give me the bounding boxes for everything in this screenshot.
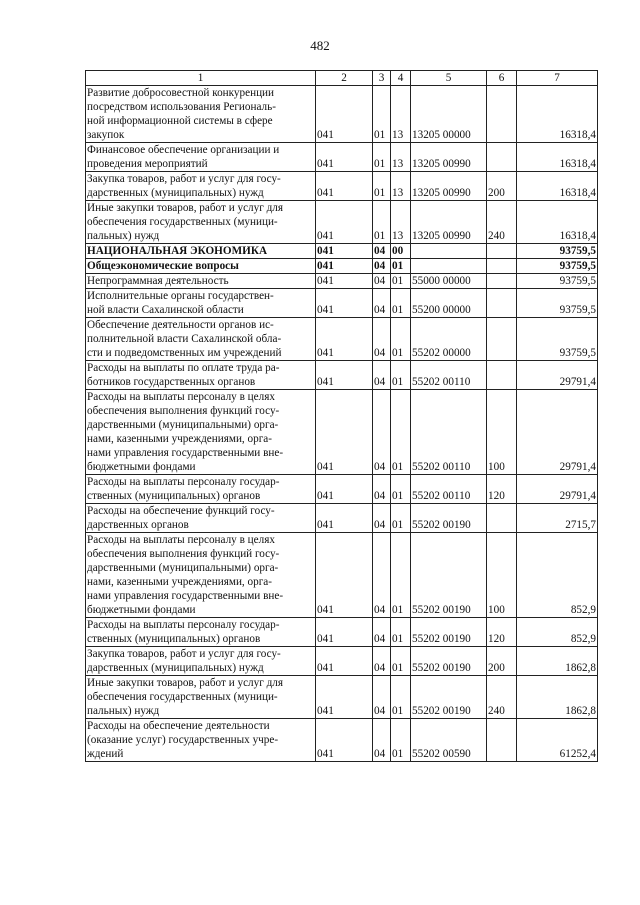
row-target-article-cell: 55202 00110 [411,475,487,504]
row-section-cell: 04 [373,274,391,289]
table-row [86,390,598,475]
row-admin-code-cell: 041 [316,318,373,361]
table-row [86,647,598,676]
table-row [86,618,598,647]
row-section-cell: 04 [373,289,391,318]
row-name-cell: Расходы на обеспечение функций госу- дарственных органов [86,504,316,533]
row-section-cell: 04 [373,618,391,647]
row-subsection-cell: 01 [391,719,411,762]
row-subsection-cell: 01 [391,289,411,318]
row-subsection-cell: 13 [391,201,411,244]
row-expense-type-cell: 100 [487,390,517,475]
table-row [86,475,598,504]
row-subsection-cell: 01 [391,533,411,618]
table-row [86,86,598,143]
row-amount-cell: 93759,5 [517,318,598,361]
row-expense-type-cell [487,244,517,259]
row-amount-cell: 2715,7 [517,504,598,533]
row-admin-code-cell: 041 [316,172,373,201]
table-row [86,676,598,719]
row-amount-cell: 1862,8 [517,676,598,719]
row-target-article-cell: 13205 00990 [411,201,487,244]
row-section-cell: 04 [373,318,391,361]
row-target-article-cell: 55202 00190 [411,647,487,676]
row-expense-type-cell: 120 [487,475,517,504]
row-admin-code-cell: 041 [316,201,373,244]
row-amount-cell: 16318,4 [517,143,598,172]
row-amount-cell: 16318,4 [517,86,598,143]
row-target-article-cell: 55202 00190 [411,618,487,647]
row-section-cell: 04 [373,676,391,719]
row-target-article-cell: 55000 00000 [411,274,487,289]
row-section-cell: 01 [373,201,391,244]
row-name-cell: Расходы на выплаты персоналу государ- ственных (муниципальных) органов [86,618,316,647]
row-name-cell: Расходы на выплаты по оплате труда ра- ботников государственных органов [86,361,316,390]
row-expense-type-cell [487,318,517,361]
row-subsection-cell: 01 [391,618,411,647]
row-name-cell: Иные закупки товаров, работ и услуг для обеспечения государственных (муници- пальных) нужд [86,201,316,244]
column-header-4: 4 [391,71,411,86]
row-subsection-cell: 13 [391,86,411,143]
table-row [86,719,598,762]
row-target-article-cell: 55202 00590 [411,719,487,762]
page-number: 482 [310,38,330,53]
row-expense-type-cell [487,361,517,390]
row-subsection-cell: 01 [391,390,411,475]
row-admin-code-cell: 041 [316,86,373,143]
row-subsection-cell: 13 [391,143,411,172]
row-expense-type-cell [487,719,517,762]
row-amount-cell: 852,9 [517,533,598,618]
row-subsection-cell: 00 [391,244,411,259]
table-row [86,289,598,318]
row-expense-type-cell [487,274,517,289]
row-name-cell: Непрограммная деятельность [86,274,316,289]
row-target-article-cell: 13205 00990 [411,172,487,201]
row-target-article-cell: 13205 00990 [411,143,487,172]
row-subsection-cell: 01 [391,475,411,504]
row-admin-code-cell: 041 [316,289,373,318]
table-row [86,533,598,618]
row-amount-cell: 16318,4 [517,172,598,201]
row-expense-type-cell: 200 [487,647,517,676]
table-row [86,172,598,201]
row-section-cell: 04 [373,533,391,618]
row-expense-type-cell: 240 [487,201,517,244]
column-header-1: 1 [86,71,316,86]
row-amount-cell: 852,9 [517,618,598,647]
row-target-article-cell: 55200 00000 [411,289,487,318]
row-name-cell: Общеэкономические вопросы [86,259,316,274]
row-expense-type-cell [487,289,517,318]
row-name-cell: Закупка товаров, работ и услуг для госу- дарственных (муниципальных) нужд [86,172,316,201]
row-amount-cell: 29791,4 [517,361,598,390]
row-admin-code-cell: 041 [316,676,373,719]
row-expense-type-cell: 100 [487,533,517,618]
row-admin-code-cell: 041 [316,143,373,172]
row-expense-type-cell [487,504,517,533]
row-target-article-cell [411,259,487,274]
row-subsection-cell: 01 [391,647,411,676]
row-section-cell: 04 [373,719,391,762]
row-name-cell: Закупка товаров, работ и услуг для госу- дарственных (муниципальных) нужд [86,647,316,676]
row-section-cell: 04 [373,361,391,390]
budget-table [85,70,598,762]
row-expense-type-cell: 200 [487,172,517,201]
table-row [86,318,598,361]
row-amount-cell: 93759,5 [517,274,598,289]
row-amount-cell: 1862,8 [517,647,598,676]
row-section-cell: 04 [373,647,391,676]
row-name-cell: Расходы на выплаты персоналу в целях обеспечения выполнения функций госу- дарственными (муниципальными) орга- нами, казенными учреждениями, орга- нами управления государственными вне- бюджетными фондами [86,390,316,475]
row-target-article-cell: 55202 00190 [411,504,487,533]
row-name-cell: Обеспечение деятельности органов ис- полнительной власти Сахалинской обла- сти и подведомственных им учреждений [86,318,316,361]
row-name-cell: Иные закупки товаров, работ и услуг для обеспечения государственных (муници- пальных) нужд [86,676,316,719]
row-admin-code-cell: 041 [316,390,373,475]
row-target-article-cell: 55202 00000 [411,318,487,361]
row-name-cell: Расходы на выплаты персоналу государ- ственных (муниципальных) органов [86,475,316,504]
row-section-cell: 04 [373,259,391,274]
row-section-cell: 04 [373,390,391,475]
row-subsection-cell: 01 [391,504,411,533]
row-admin-code-cell: 041 [316,259,373,274]
row-target-article-cell: 55202 00110 [411,390,487,475]
row-admin-code-cell: 041 [316,274,373,289]
row-section-cell: 01 [373,86,391,143]
row-amount-cell: 61252,4 [517,719,598,762]
row-amount-cell: 93759,5 [517,289,598,318]
row-admin-code-cell: 041 [316,618,373,647]
row-name-cell: НАЦИОНАЛЬНАЯ ЭКОНОМИКА [86,244,316,259]
row-expense-type-cell: 120 [487,618,517,647]
row-name-cell: Расходы на выплаты персоналу в целях обеспечения выполнения функций госу- дарственными (муниципальными) орга- нами, казенными учреждениями, орга- нами управления государственными вне- бюджетными фондами [86,533,316,618]
row-name-cell: Исполнительные органы государствен- ной власти Сахалинской области [86,289,316,318]
table-row [86,504,598,533]
row-amount-cell: 29791,4 [517,475,598,504]
row-subsection-cell: 01 [391,318,411,361]
row-admin-code-cell: 041 [316,504,373,533]
row-admin-code-cell: 041 [316,533,373,618]
table-row [86,274,598,289]
column-header-3: 3 [373,71,391,86]
row-amount-cell: 16318,4 [517,201,598,244]
row-admin-code-cell: 041 [316,719,373,762]
row-target-article-cell: 13205 00000 [411,86,487,143]
row-target-article-cell: 55202 00110 [411,361,487,390]
row-subsection-cell: 13 [391,172,411,201]
column-header-2: 2 [316,71,373,86]
row-section-cell: 04 [373,504,391,533]
row-amount-cell: 93759,5 [517,259,598,274]
row-subsection-cell: 01 [391,259,411,274]
row-section-cell: 04 [373,475,391,504]
row-expense-type-cell [487,259,517,274]
column-header-6: 6 [487,71,517,86]
row-expense-type-cell: 240 [487,676,517,719]
table-row [86,361,598,390]
row-admin-code-cell: 041 [316,647,373,676]
row-amount-cell: 93759,5 [517,244,598,259]
table-row [86,259,598,274]
row-admin-code-cell: 041 [316,475,373,504]
row-target-article-cell: 55202 00190 [411,533,487,618]
row-name-cell: Развитие добросовестной конкуренции посредством использования Региональ- ной информационной системы в сфере закупок [86,86,316,143]
header-row [86,71,598,86]
row-subsection-cell: 01 [391,361,411,390]
row-admin-code-cell: 041 [316,361,373,390]
row-subsection-cell: 01 [391,676,411,719]
row-section-cell: 01 [373,172,391,201]
column-header-7: 7 [517,71,598,86]
row-subsection-cell: 01 [391,274,411,289]
row-amount-cell: 29791,4 [517,390,598,475]
row-expense-type-cell [487,143,517,172]
row-section-cell: 01 [373,143,391,172]
table-row [86,244,598,259]
table-row [86,143,598,172]
row-name-cell: Расходы на обеспечение деятельности (оказание услуг) государственных учре- ждений [86,719,316,762]
row-target-article-cell: 55202 00190 [411,676,487,719]
row-name-cell: Финансовое обеспечение организации и проведения мероприятий [86,143,316,172]
column-header-5: 5 [411,71,487,86]
row-target-article-cell [411,244,487,259]
row-admin-code-cell: 041 [316,244,373,259]
table-row [86,201,598,244]
row-expense-type-cell [487,86,517,143]
row-section-cell: 04 [373,244,391,259]
